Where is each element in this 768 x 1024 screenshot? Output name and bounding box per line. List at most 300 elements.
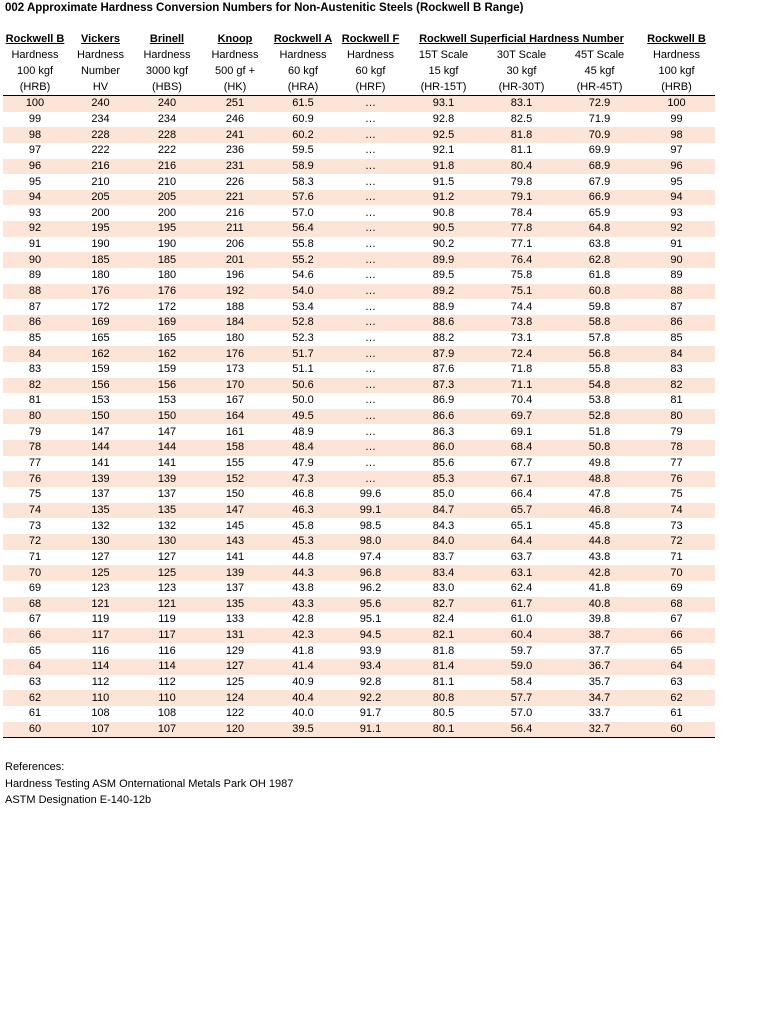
table-cell: 180 bbox=[91, 269, 110, 282]
table-cell: 41.4 bbox=[270, 659, 336, 675]
table-cell: 91.5 bbox=[432, 175, 455, 188]
header-cell: 3000 kgf bbox=[145, 65, 189, 77]
table-cell: 75 bbox=[670, 488, 683, 501]
table-cell: 75.1 bbox=[482, 284, 561, 300]
references-block bbox=[5, 759, 293, 809]
table-row bbox=[3, 96, 715, 112]
table-cell: 108 bbox=[157, 707, 177, 720]
table-cell: 64 bbox=[638, 659, 715, 675]
table-cell: 51.7 bbox=[270, 346, 336, 362]
table-cell: 93.9 bbox=[359, 644, 382, 657]
table-cell: 96.2 bbox=[359, 582, 382, 595]
table-cell: 40.8 bbox=[561, 597, 638, 613]
table-cell: 48.4 bbox=[270, 440, 336, 456]
table-cell: … bbox=[336, 409, 405, 425]
table-cell: 47.3 bbox=[270, 471, 336, 487]
table-cell: 159 bbox=[157, 363, 177, 376]
table-cell: 89 bbox=[28, 269, 42, 282]
table-cell: 79 bbox=[670, 425, 683, 438]
table-cell: 176 bbox=[134, 284, 200, 300]
table-cell: 234 bbox=[157, 112, 177, 125]
header-cell: Number bbox=[80, 65, 121, 77]
table-cell: 94 bbox=[638, 190, 715, 206]
table-cell: 48.8 bbox=[561, 471, 638, 487]
table-cell: 59.8 bbox=[588, 300, 611, 313]
table-cell: 85.0 bbox=[432, 488, 455, 501]
table-cell: 112 bbox=[158, 676, 176, 689]
table-cell: 70 bbox=[638, 565, 715, 581]
table-cell: 71.9 bbox=[588, 112, 611, 125]
table-cell: 91.7 bbox=[359, 707, 382, 720]
table-cell: 67 bbox=[28, 613, 42, 626]
table-cell: 80 bbox=[638, 409, 715, 425]
header-row-measure bbox=[3, 47, 715, 63]
table-cell: 48.9 bbox=[292, 425, 314, 438]
table-cell: 49.8 bbox=[588, 457, 611, 470]
table-cell: 73 bbox=[670, 519, 683, 532]
table-cell: 61 bbox=[670, 707, 683, 720]
table-cell: 61 bbox=[28, 707, 42, 720]
table-cell: … bbox=[365, 425, 376, 438]
table-cell: 114 bbox=[134, 659, 200, 675]
table-row bbox=[3, 706, 715, 722]
table-cell: 87.9 bbox=[405, 346, 482, 362]
table-cell: 84 bbox=[638, 346, 715, 362]
table-cell: 241 bbox=[200, 127, 270, 143]
table-cell: 228 bbox=[134, 127, 200, 143]
table-cell: 42.8 bbox=[292, 613, 314, 626]
table-cell: 52.8 bbox=[561, 409, 638, 425]
table-cell: 46.8 bbox=[561, 503, 638, 519]
table-cell: … bbox=[336, 221, 405, 237]
table-cell: 82 bbox=[638, 378, 715, 394]
table-cell: 90.5 bbox=[405, 221, 482, 237]
table-cell: 77.1 bbox=[510, 238, 533, 251]
table-cell: 59.7 bbox=[510, 644, 533, 657]
table-cell: 47.9 bbox=[292, 457, 314, 470]
table-cell: 63.8 bbox=[588, 238, 611, 251]
table-cell: 72 bbox=[638, 534, 715, 550]
table-cell: 81.8 bbox=[432, 644, 455, 657]
table-row bbox=[3, 174, 715, 190]
table-cell: 188 bbox=[225, 300, 245, 313]
header-cell: (HK) bbox=[200, 79, 270, 96]
table-cell: 83.0 bbox=[432, 582, 455, 595]
table-row bbox=[3, 393, 715, 409]
table-cell: 51.8 bbox=[588, 425, 611, 438]
table-cell: 65.1 bbox=[510, 519, 533, 532]
table-cell: 71 bbox=[670, 550, 683, 563]
table-cell: 33.7 bbox=[588, 707, 611, 720]
table-cell: 222 bbox=[91, 144, 110, 157]
table-cell: 210 bbox=[157, 175, 177, 188]
table-cell: 123 bbox=[91, 582, 110, 595]
table-cell: … bbox=[365, 206, 376, 219]
table-row bbox=[3, 487, 715, 503]
table-cell: 80.1 bbox=[405, 722, 482, 738]
table-cell: 117 bbox=[134, 628, 200, 644]
table-cell: 57.7 bbox=[482, 690, 561, 706]
header-row-load bbox=[3, 63, 715, 79]
table-cell: 45.8 bbox=[588, 519, 611, 532]
table-cell: 64.8 bbox=[561, 221, 638, 237]
table-cell: 96 bbox=[638, 159, 715, 175]
table-cell: 80 bbox=[3, 409, 67, 425]
table-cell: 120 bbox=[200, 722, 270, 738]
table-cell: 123 bbox=[157, 582, 177, 595]
table-cell: 50.6 bbox=[270, 378, 336, 394]
table-cell: 76 bbox=[3, 471, 67, 487]
table-cell: 135 bbox=[134, 503, 200, 519]
table-cell: 58.3 bbox=[292, 175, 314, 188]
table-row bbox=[3, 471, 715, 487]
table-cell: 99 bbox=[670, 112, 683, 125]
table-cell: 42.8 bbox=[561, 565, 638, 581]
table-cell: 240 bbox=[134, 96, 200, 112]
table-cell: 150 bbox=[67, 409, 134, 425]
table-cell: 62 bbox=[3, 690, 67, 706]
table-cell: 216 bbox=[225, 206, 245, 219]
table-row bbox=[3, 581, 715, 597]
table-cell: 110 bbox=[134, 690, 200, 706]
table-cell: 44.8 bbox=[561, 534, 638, 550]
document-title: 002 Approximate Hardness Conversion Numbers for Non-Austenitic Steels (Rockwell B Range) bbox=[5, 2, 524, 14]
table-row bbox=[3, 190, 715, 206]
header-cell: (HRF) bbox=[336, 79, 405, 96]
table-cell: 89.9 bbox=[405, 252, 482, 268]
table-cell: 78 bbox=[638, 440, 715, 456]
table-cell: 80.4 bbox=[482, 159, 561, 175]
table-cell: 66 bbox=[3, 628, 67, 644]
table-cell: 65 bbox=[28, 644, 42, 657]
table-cell: 41.8 bbox=[292, 644, 314, 657]
table-cell: 83.7 bbox=[432, 550, 455, 563]
table-cell: 92 bbox=[638, 221, 715, 237]
table-row bbox=[3, 597, 715, 613]
table-cell: 81 bbox=[670, 394, 683, 407]
header-cell: 45T Scale bbox=[574, 49, 625, 61]
table-cell: 144 bbox=[67, 440, 134, 456]
table-row bbox=[3, 159, 715, 175]
table-cell: 90 bbox=[638, 252, 715, 268]
table-cell: 65.7 bbox=[482, 503, 561, 519]
table-cell: 95.1 bbox=[359, 613, 382, 626]
table-cell: 74 bbox=[3, 503, 67, 519]
table-cell: 35.7 bbox=[588, 676, 611, 689]
table-cell: 94.5 bbox=[336, 628, 405, 644]
header-cell: Hardness bbox=[143, 49, 191, 61]
table-cell: 58.9 bbox=[270, 159, 336, 175]
table-cell: … bbox=[365, 144, 376, 157]
table-cell: 54.0 bbox=[270, 284, 336, 300]
table-cell: 91 bbox=[670, 238, 683, 251]
table-cell: 89.2 bbox=[405, 284, 482, 300]
table-cell: 52.8 bbox=[270, 315, 336, 331]
table-cell: 77 bbox=[28, 457, 42, 470]
hardness-conversion-table bbox=[3, 31, 715, 738]
table-cell: 81.1 bbox=[510, 144, 533, 157]
table-cell: 91.8 bbox=[405, 159, 482, 175]
table-cell: 65.9 bbox=[588, 206, 611, 219]
table-cell: 246 bbox=[225, 112, 245, 125]
table-cell: 84 bbox=[3, 346, 67, 362]
table-cell: 67.9 bbox=[588, 175, 611, 188]
table-row bbox=[3, 456, 715, 472]
table-cell: 45.8 bbox=[292, 519, 314, 532]
table-cell: 98.5 bbox=[359, 519, 382, 532]
table-cell: 66.4 bbox=[510, 488, 533, 501]
table-cell: 74.4 bbox=[510, 300, 533, 313]
table-cell: 41.8 bbox=[588, 582, 611, 595]
table-cell: … bbox=[336, 127, 405, 143]
table-cell: 55.8 bbox=[588, 363, 611, 376]
table-cell: 59.5 bbox=[292, 144, 314, 157]
header-cell: 100 kgf bbox=[658, 65, 695, 77]
table-cell: … bbox=[336, 96, 405, 112]
table-cell: 116 bbox=[158, 644, 176, 657]
table-cell: 53.4 bbox=[292, 300, 314, 313]
table-cell: 99.1 bbox=[336, 503, 405, 519]
table-cell: 63 bbox=[670, 676, 683, 689]
table-cell: 124 bbox=[200, 690, 270, 706]
table-cell: 63.1 bbox=[482, 565, 561, 581]
table-cell: 62.4 bbox=[510, 582, 533, 595]
table-cell: 76.4 bbox=[482, 252, 561, 268]
table-cell: … bbox=[365, 112, 376, 125]
header-cell: Hardness bbox=[279, 49, 327, 61]
header-cell: 500 gf + bbox=[214, 65, 256, 77]
table-cell: 72.9 bbox=[561, 96, 638, 112]
table-cell: 69.7 bbox=[482, 409, 561, 425]
table-cell: 234 bbox=[91, 112, 110, 125]
header-cell: 30 kgf bbox=[506, 65, 537, 77]
table-cell: 147 bbox=[157, 425, 177, 438]
header-cell: (HR-45T) bbox=[561, 79, 638, 96]
header-cell: 15 kgf bbox=[428, 65, 459, 77]
table-cell: 176 bbox=[200, 346, 270, 362]
col-header-brinell: Brinell bbox=[149, 33, 185, 45]
table-cell: 129 bbox=[225, 644, 245, 657]
table-cell: … bbox=[336, 190, 405, 206]
table-cell: 240 bbox=[67, 96, 134, 112]
table-cell: 57.6 bbox=[270, 190, 336, 206]
table-cell: 64.4 bbox=[482, 534, 561, 550]
table-cell: 86.6 bbox=[405, 409, 482, 425]
table-cell: 165 bbox=[91, 331, 110, 344]
table-cell: 56.4 bbox=[270, 221, 336, 237]
table-cell: 88 bbox=[3, 284, 67, 300]
table-cell: 88.2 bbox=[432, 331, 455, 344]
table-cell: 72.4 bbox=[482, 346, 561, 362]
table-cell: 170 bbox=[200, 378, 270, 394]
table-cell: 88.9 bbox=[432, 300, 455, 313]
table-cell: 66 bbox=[638, 628, 715, 644]
col-header-knoop: Knoop bbox=[217, 33, 253, 45]
table-cell: 162 bbox=[67, 346, 134, 362]
table-cell: 68.9 bbox=[561, 159, 638, 175]
table-cell: 85.3 bbox=[405, 471, 482, 487]
header-cell: (HR-15T) bbox=[405, 79, 482, 96]
table-cell: 135 bbox=[200, 597, 270, 613]
table-cell: 130 bbox=[134, 534, 200, 550]
table-cell: 82 bbox=[3, 378, 67, 394]
table-cell: 81.1 bbox=[432, 676, 455, 689]
table-body bbox=[3, 96, 715, 738]
table-cell: 43.8 bbox=[588, 550, 611, 563]
table-cell: 60.4 bbox=[482, 628, 561, 644]
table-cell: 82.7 bbox=[405, 597, 482, 613]
table-cell: 110 bbox=[67, 690, 134, 706]
table-cell: 125 bbox=[67, 565, 134, 581]
table-cell: 150 bbox=[225, 488, 245, 501]
table-cell: 87.3 bbox=[405, 378, 482, 394]
table-cell: 226 bbox=[225, 175, 245, 188]
table-row bbox=[3, 409, 715, 425]
table-cell: 172 bbox=[91, 300, 110, 313]
table-cell: 190 bbox=[91, 238, 110, 251]
table-row bbox=[3, 362, 715, 378]
table-cell: 34.7 bbox=[561, 690, 638, 706]
table-cell: 125 bbox=[134, 565, 200, 581]
table-cell: 90.8 bbox=[432, 206, 455, 219]
table-cell: 36.7 bbox=[561, 659, 638, 675]
table-cell: 57.8 bbox=[588, 331, 611, 344]
table-cell: 83.1 bbox=[482, 96, 561, 112]
table-cell: 70.9 bbox=[561, 127, 638, 143]
table-cell: 114 bbox=[67, 659, 134, 675]
table-row bbox=[3, 690, 715, 706]
header-cell: 60 kgf bbox=[288, 65, 318, 77]
table-cell: 68 bbox=[3, 597, 67, 613]
table-cell: 45.3 bbox=[270, 534, 336, 550]
table-cell: 231 bbox=[200, 159, 270, 175]
table-cell: 221 bbox=[200, 190, 270, 206]
references-heading: References: bbox=[5, 761, 65, 773]
table-cell: 40.9 bbox=[292, 676, 314, 689]
table-cell: 131 bbox=[200, 628, 270, 644]
header-cell: 100 kgf bbox=[16, 65, 54, 77]
table-cell: 116 bbox=[91, 644, 110, 657]
table-cell: 92.8 bbox=[432, 112, 455, 125]
table-cell: 60 bbox=[638, 722, 715, 738]
table-cell: 158 bbox=[200, 440, 270, 456]
table-cell: 88 bbox=[638, 284, 715, 300]
table-cell: 145 bbox=[225, 519, 245, 532]
table-cell: … bbox=[365, 269, 376, 282]
table-cell: … bbox=[336, 378, 405, 394]
table-cell: 86.0 bbox=[405, 440, 482, 456]
table-cell: 60.2 bbox=[270, 127, 336, 143]
col-header-rockwell-b: Rockwell B bbox=[5, 33, 65, 45]
table-cell: 40.0 bbox=[292, 707, 314, 720]
table-cell: 141 bbox=[157, 457, 177, 470]
table-cell: 206 bbox=[225, 238, 245, 251]
table-cell: 52.3 bbox=[292, 331, 314, 344]
table-cell: 127 bbox=[200, 659, 270, 675]
table-cell: 93.1 bbox=[405, 96, 482, 112]
table-cell: 155 bbox=[225, 457, 245, 470]
table-cell: … bbox=[336, 159, 405, 175]
header-cell: Hardness bbox=[346, 49, 395, 61]
table-cell: 93.4 bbox=[336, 659, 405, 675]
table-cell: 92.5 bbox=[405, 127, 482, 143]
table-cell: 77.8 bbox=[482, 221, 561, 237]
table-cell: 96 bbox=[3, 159, 67, 175]
table-cell: 97.4 bbox=[359, 550, 382, 563]
table-cell: 67 bbox=[670, 613, 683, 626]
table-cell: 81.8 bbox=[482, 127, 561, 143]
header-cell: Hardness bbox=[76, 49, 125, 61]
table-cell: 137 bbox=[157, 488, 177, 501]
table-row bbox=[3, 127, 715, 143]
table-row bbox=[3, 565, 715, 581]
table-cell: 79 bbox=[28, 425, 42, 438]
table-cell: 50.8 bbox=[561, 440, 638, 456]
table-cell: 185 bbox=[134, 252, 200, 268]
table-cell: 79.1 bbox=[482, 190, 561, 206]
header-cell: 60 kgf bbox=[355, 65, 386, 77]
table-cell: 44.8 bbox=[292, 550, 314, 563]
table-cell: 132 bbox=[91, 519, 110, 532]
table-cell: 196 bbox=[225, 269, 245, 282]
table-cell: 73 bbox=[28, 519, 42, 532]
header-row-abbrev bbox=[3, 79, 715, 96]
table-cell: 79.8 bbox=[510, 175, 533, 188]
header-cell: HV bbox=[67, 79, 134, 96]
table-cell: 135 bbox=[67, 503, 134, 519]
table-row bbox=[3, 518, 715, 534]
table-cell: 59.0 bbox=[482, 659, 561, 675]
table-cell: 62.8 bbox=[561, 252, 638, 268]
table-cell: 98 bbox=[3, 127, 67, 143]
table-cell: 76 bbox=[638, 471, 715, 487]
table-cell: … bbox=[365, 175, 376, 188]
table-cell: 57.0 bbox=[292, 206, 314, 219]
table-row bbox=[3, 205, 715, 221]
table-cell: 205 bbox=[134, 190, 200, 206]
table-cell: 144 bbox=[134, 440, 200, 456]
table-cell: 58.4 bbox=[510, 676, 533, 689]
table-cell: 251 bbox=[200, 96, 270, 112]
table-cell: 89.5 bbox=[432, 269, 455, 282]
table-cell: 69.1 bbox=[510, 425, 533, 438]
header-cell: (HBS) bbox=[134, 79, 200, 96]
table-cell: 88.6 bbox=[405, 315, 482, 331]
table-cell: 210 bbox=[91, 175, 110, 188]
table-cell: 96.8 bbox=[336, 565, 405, 581]
table-cell: … bbox=[365, 238, 376, 251]
table-cell: 200 bbox=[157, 206, 177, 219]
table-cell: … bbox=[336, 252, 405, 268]
header-cell: Hardness bbox=[211, 49, 259, 61]
table-cell: 95 bbox=[670, 175, 683, 188]
table-cell: 82.5 bbox=[510, 112, 533, 125]
col-header-vickers: Vickers bbox=[81, 33, 120, 45]
table-cell: 150 bbox=[134, 409, 200, 425]
table-cell: 180 bbox=[157, 269, 177, 282]
table-cell: 107 bbox=[67, 722, 134, 738]
table-cell: 57.0 bbox=[510, 707, 533, 720]
table-cell: 87.6 bbox=[432, 363, 455, 376]
table-cell: 141 bbox=[225, 550, 245, 563]
table-cell: 159 bbox=[91, 363, 110, 376]
table-cell: 61.7 bbox=[482, 597, 561, 613]
table-cell: 84.7 bbox=[405, 503, 482, 519]
table-cell: 92.2 bbox=[336, 690, 405, 706]
table-cell: 200 bbox=[91, 206, 110, 219]
col-header-rockwell-a: Rockwell A bbox=[273, 33, 333, 45]
table-cell: 46.8 bbox=[292, 488, 314, 501]
